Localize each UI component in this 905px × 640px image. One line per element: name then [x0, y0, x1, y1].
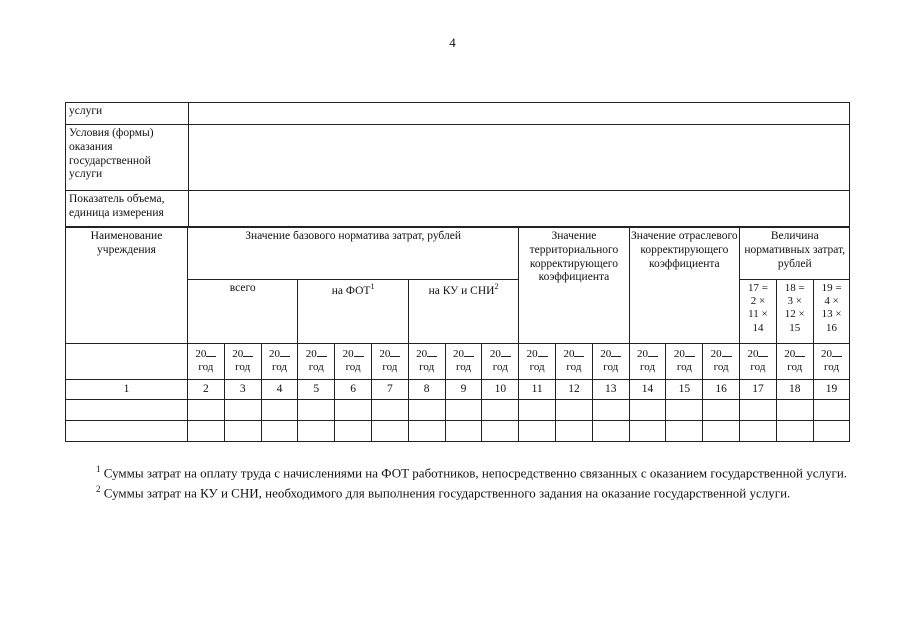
data-cell: [66, 400, 188, 421]
year-prefix: [446, 346, 482, 361]
data-cell: [408, 400, 445, 421]
year-prefix-text: 20: [489, 348, 501, 360]
year-blank-line: [206, 346, 216, 357]
year-cell: [445, 344, 482, 380]
year-prefix-text: 20: [195, 348, 207, 360]
year-prefix-text: 20: [305, 348, 317, 360]
table-row: [66, 191, 850, 227]
year-prefix: [298, 346, 334, 361]
footnote-1: [68, 463, 848, 483]
cost-norm-table: [65, 227, 850, 442]
data-cell: [261, 400, 298, 421]
table-row: [66, 125, 850, 191]
vsego-header: всего: [188, 280, 298, 344]
year-prefix: [630, 346, 666, 361]
column-number: 1: [66, 380, 188, 400]
formula-line: 19 =: [821, 282, 842, 294]
year-cell: [703, 344, 740, 380]
year-prefix-text: 20: [563, 348, 575, 360]
year-prefix: [777, 346, 813, 361]
year-blank-line: [427, 346, 437, 357]
year-blank-line: [648, 346, 658, 357]
footnotes: [68, 463, 848, 502]
year-suffix: год: [824, 361, 840, 374]
year-suffix: год: [345, 361, 361, 374]
formula-line: 3 ×: [787, 295, 802, 308]
data-cell: [629, 421, 666, 442]
year-suffix: год: [750, 361, 766, 374]
footnote-text: Суммы затрат на оплату труда с начислениями на ФОТ работников, непосредственно связанных с оказанием государственной услуги.: [103, 465, 848, 481]
data-cell: [408, 421, 445, 442]
year-cell: [224, 344, 261, 380]
data-cell: [188, 400, 225, 421]
year-blank-line: [795, 346, 805, 357]
year-prefix-text: 20: [379, 348, 391, 360]
footnote-2: [68, 483, 848, 503]
year-cell: [298, 344, 335, 380]
footnote-ref-1: 1: [370, 282, 375, 291]
year-blank-line: [685, 346, 695, 357]
year-cell: [666, 344, 703, 380]
year-prefix-text: 20: [673, 348, 685, 360]
column-number: 7: [371, 380, 408, 400]
year-prefix-text: 20: [784, 348, 796, 360]
service-label: услуги: [66, 103, 189, 125]
data-cell: [776, 400, 813, 421]
conditions-value-cell: [189, 125, 850, 191]
year-suffix: год: [235, 361, 251, 374]
column-number: 15: [666, 380, 703, 400]
base-norm-header: Значение базового норматива затрат, рублей: [188, 228, 519, 280]
year-blank-line: [317, 346, 327, 357]
data-cell: [666, 400, 703, 421]
year-blank-line: [574, 346, 584, 357]
year-blank-line: [464, 346, 474, 357]
footnote-text: Суммы затрат на КУ и СНИ, необходимого для выполнения государственного задания на оказание государственной услуги.: [103, 484, 791, 500]
year-prefix-text: 20: [232, 348, 244, 360]
year-suffix: год: [271, 361, 287, 374]
year-cell: [740, 344, 777, 380]
year-cell: [592, 344, 629, 380]
data-cell: [519, 421, 556, 442]
formula-line: 17 =: [747, 282, 768, 294]
column-number: 12: [556, 380, 593, 400]
year-blank-line: [538, 346, 548, 357]
data-cell: [224, 400, 261, 421]
column-number: 9: [445, 380, 482, 400]
data-cell: [703, 400, 740, 421]
year-cell: [556, 344, 593, 380]
year-prefix-text: 20: [526, 348, 538, 360]
year-prefix: [482, 346, 518, 361]
year-blank-line: [390, 346, 400, 357]
territorial-coef-header: Значение территориального корректирующего коэффициента: [519, 228, 629, 344]
data-cell: [445, 400, 482, 421]
institution-header: Наименование учреждения: [66, 228, 188, 344]
ku-sni-label: на КУ и СНИ: [428, 284, 495, 297]
year-cell: [371, 344, 408, 380]
formula-cell-18: [776, 280, 813, 344]
column-number: 10: [482, 380, 519, 400]
data-cell: [445, 421, 482, 442]
year-prefix: [740, 346, 776, 361]
year-prefix: [335, 346, 371, 361]
year-suffix: год: [492, 361, 508, 374]
column-number: 13: [592, 380, 629, 400]
column-number: 14: [629, 380, 666, 400]
data-cell: [703, 421, 740, 442]
data-cell: [482, 421, 519, 442]
year-cell: [335, 344, 372, 380]
year-cell: [629, 344, 666, 380]
data-cell: [592, 400, 629, 421]
data-cell: [482, 400, 519, 421]
column-number: 4: [261, 380, 298, 400]
data-cell: [66, 421, 188, 442]
column-number: 3: [224, 380, 261, 400]
year-prefix: [225, 346, 261, 361]
year-suffix: год: [419, 361, 435, 374]
year-suffix: год: [566, 361, 582, 374]
year-prefix: [703, 346, 739, 361]
formula-line: 16: [826, 321, 838, 334]
page-number: 4: [449, 35, 456, 50]
year-suffix: год: [198, 361, 214, 374]
service-info-table: [65, 102, 850, 227]
data-cell: [629, 400, 666, 421]
data-cell: [556, 421, 593, 442]
volume-indicator-label: Показатель объема, единица измерения: [66, 191, 189, 227]
data-cell: [519, 400, 556, 421]
table-row: [66, 400, 850, 421]
year-prefix: [814, 346, 850, 361]
footnote-number: 2: [96, 483, 101, 494]
data-cell: [556, 400, 593, 421]
data-cell: [371, 400, 408, 421]
year-suffix: год: [713, 361, 729, 374]
column-number: 16: [703, 380, 740, 400]
column-number: 5: [298, 380, 335, 400]
formula-line: 11 ×: [748, 308, 768, 321]
year-prefix-text: 20: [342, 348, 354, 360]
year-prefix: [188, 346, 224, 361]
footnote-ref-2: 2: [494, 282, 499, 291]
data-cell: [224, 421, 261, 442]
column-number: 2: [188, 380, 225, 400]
year-prefix-text: 20: [452, 348, 464, 360]
year-prefix-text: 20: [416, 348, 428, 360]
data-cell: [776, 421, 813, 442]
year-blank-line: [501, 346, 511, 357]
formula-line: 18 =: [784, 282, 805, 294]
data-cell: [813, 421, 850, 442]
year-suffix: год: [529, 361, 545, 374]
total-costs-header: Величина нормативных затрат, рублей: [740, 228, 850, 280]
footnote-number: 1: [96, 464, 101, 474]
year-prefix-text: 20: [710, 348, 722, 360]
data-cell: [335, 421, 372, 442]
data-cell: [298, 421, 335, 442]
formula-line: 2 ×: [750, 295, 766, 308]
year-prefix: [593, 346, 629, 361]
year-cell: [519, 344, 556, 380]
data-cell: [335, 400, 372, 421]
year-prefix: [519, 346, 555, 361]
table-row: [66, 103, 850, 125]
formula-line: 13 ×: [821, 308, 842, 321]
data-cell: [261, 421, 298, 442]
table-row: [66, 421, 850, 442]
volume-indicator-value-cell: [189, 191, 850, 227]
conditions-label: Условия (формы) оказания государственной услуги: [66, 125, 189, 191]
year-suffix: год: [787, 361, 803, 374]
year-cell: [188, 344, 225, 380]
year-prefix-text: 20: [600, 348, 612, 360]
column-number: 8: [408, 380, 445, 400]
year-prefix-text: 20: [747, 348, 759, 360]
ku-sni-header: [408, 280, 518, 344]
fot-header: [298, 280, 408, 344]
fot-label: на ФОТ: [331, 284, 371, 297]
year-prefix-text: 20: [637, 348, 649, 360]
year-prefix-text: 20: [821, 348, 833, 360]
data-cell: [371, 421, 408, 442]
column-number: 6: [335, 380, 372, 400]
year-prefix: [262, 346, 298, 361]
year-cell: [776, 344, 813, 380]
formula-line: 14: [752, 321, 764, 334]
year-blank-line: [758, 346, 768, 357]
data-cell: [813, 400, 850, 421]
formula-line: 4 ×: [824, 295, 839, 308]
year-cell: [482, 344, 519, 380]
year-suffix: год: [455, 361, 471, 374]
year-cell: [261, 344, 298, 380]
data-cell: [188, 421, 225, 442]
year-blank-line: [832, 346, 842, 357]
data-cell: [666, 421, 703, 442]
year-prefix: [556, 346, 592, 361]
year-prefix: [372, 346, 408, 361]
formula-line: 12 ×: [784, 308, 805, 321]
year-prefix-text: 20: [268, 348, 280, 360]
year-cell: [408, 344, 445, 380]
empty-cell: [66, 344, 188, 380]
year-suffix: год: [603, 361, 619, 374]
year-blank-line: [280, 346, 290, 357]
year-blank-line: [722, 346, 732, 357]
year-suffix: год: [640, 361, 656, 374]
column-number: 18: [776, 380, 813, 400]
year-blank-line: [611, 346, 621, 357]
year-prefix: [666, 346, 702, 361]
year-suffix: год: [676, 361, 692, 374]
column-number: 19: [813, 380, 850, 400]
year-suffix: год: [308, 361, 324, 374]
year-blank-line: [354, 346, 364, 357]
data-cell: [740, 400, 777, 421]
year-suffix: год: [382, 361, 398, 374]
column-number: 11: [519, 380, 556, 400]
service-value-cell: [189, 103, 850, 125]
year-blank-line: [243, 346, 253, 357]
formula-line: 15: [789, 321, 801, 334]
year-cell: [813, 344, 850, 380]
sectoral-coef-header: Значение отраслевого корректирующего коэффициента: [629, 228, 739, 344]
data-cell: [298, 400, 335, 421]
formula-cell-17: [740, 280, 777, 344]
data-cell: [592, 421, 629, 442]
formula-cell-19: [813, 280, 850, 344]
table-row: [66, 344, 850, 380]
table-row: [66, 380, 850, 400]
year-prefix: [409, 346, 445, 361]
table-row: [66, 228, 850, 280]
column-number: 17: [740, 380, 777, 400]
data-cell: [740, 421, 777, 442]
